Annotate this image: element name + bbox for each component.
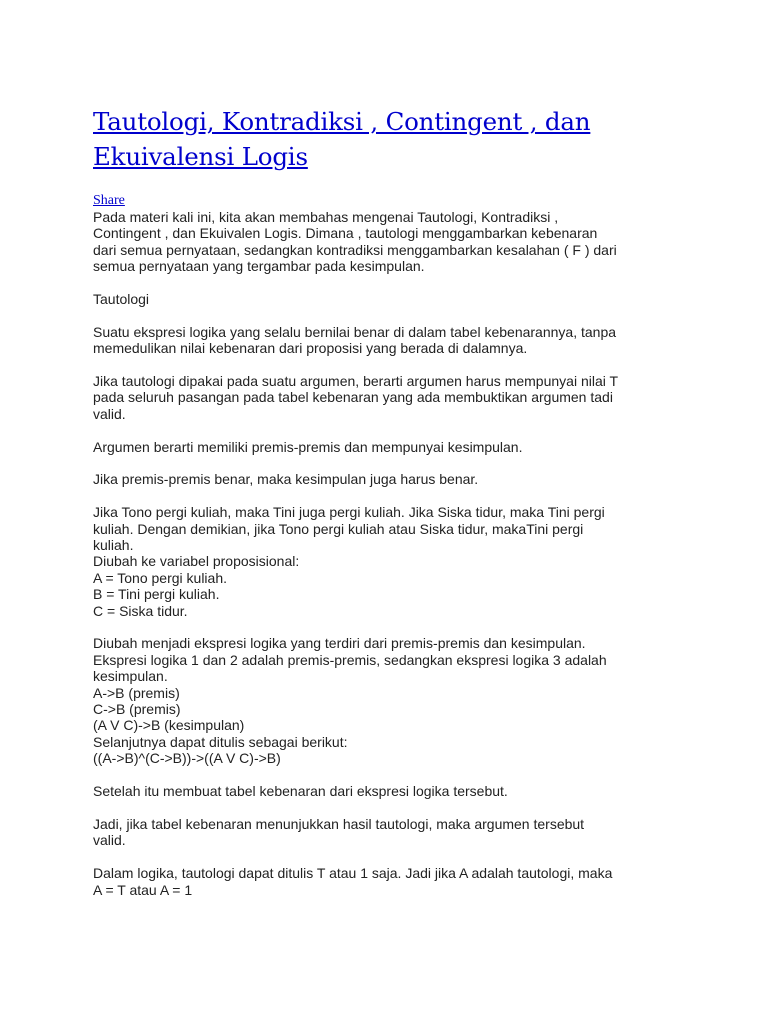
document-page — [93, 104, 693, 898]
body-line: Contingent , dan Ekuivalen Logis. Dimana , tautologi menggambarkan kebenaran — [93, 225, 598, 242]
body-line: kuliah. Dengan demikian, jika Tono pergi kuliah atau Siska tidur, makaTini pergi — [93, 520, 584, 537]
body-line: Setelah itu membuat tabel kebenaran dari ekspresi logika tersebut. — [93, 783, 508, 800]
body-line: valid. — [93, 405, 126, 422]
article-body — [93, 209, 683, 898]
body-line: Diubah menjadi ekspresi logika yang terdiri dari premis-premis dan kesimpulan. — [93, 635, 586, 652]
body-line: Argumen berarti memiliki premis-premis dan mempunyai kesimpulan. — [93, 438, 523, 455]
body-line: Tautologi — [93, 291, 150, 308]
body-line: C->B (premis) — [93, 701, 181, 718]
paragraph-gap — [93, 357, 683, 373]
body-line: A->B (premis) — [93, 684, 180, 701]
paragraph-gap — [93, 619, 683, 635]
body-line: Ekspresi logika 1 dan 2 adalah premis-premis, sedangkan ekspresi logika 3 adalah — [93, 651, 607, 668]
article-title-line-2[interactable]: Ekuivalensi Logis — [93, 142, 308, 171]
body-line: Dalam logika, tautologi dapat ditulis T atau 1 saja. Jadi jika A adalah tautologi, maka — [93, 865, 613, 882]
paragraph-gap — [93, 307, 683, 323]
paragraph-gap — [93, 800, 683, 816]
body-line: Suatu ekspresi logika yang selalu bernilai benar di dalam tabel kebenarannya, tanpa — [93, 323, 617, 340]
body-line: semua pernyataan yang tergambar pada kesimpulan. — [93, 258, 425, 275]
body-line: kesimpulan. — [93, 668, 168, 685]
article-title[interactable] — [93, 104, 693, 174]
body-line: pada seluruh pasangan pada tabel kebenaran yang ada membuktikan argumen tadi — [93, 389, 613, 406]
body-line: Pada materi kali ini, kita akan membahas mengenai Tautologi, Kontradiksi , — [93, 209, 559, 225]
body-line: B = Tini pergi kuliah. — [93, 586, 220, 603]
body-line: A = T atau A = 1 — [93, 881, 193, 898]
body-line: dari semua pernyataan, sedangkan kontradiksi menggambarkan kesalahan ( F ) dari — [93, 241, 617, 258]
paragraph-gap — [93, 488, 683, 504]
body-line: Jika premis-premis benar, maka kesimpulan juga harus benar. — [93, 471, 479, 488]
paragraph-gap — [93, 275, 683, 291]
body-line: Jika tautologi dipakai pada suatu argumen, berarti argumen harus mempunyai nilai T — [93, 373, 619, 390]
body-line: Selanjutnya dapat ditulis sebagai berikut: — [93, 733, 348, 750]
body-line: (A V C)->B (kesimpulan) — [93, 717, 245, 734]
paragraph-gap — [93, 422, 683, 438]
body-line: Jika Tono pergi kuliah, maka Tini juga pergi kuliah. Jika Siska tidur, maka Tini pergi — [93, 504, 605, 521]
article-title-line-1[interactable]: Tautologi, Kontradiksi , Contingent , dan — [93, 107, 591, 136]
share-link[interactable]: Share — [93, 193, 125, 208]
body-line: valid. — [93, 832, 126, 849]
body-line: C = Siska tidur. — [93, 602, 188, 619]
paragraph-gap — [93, 455, 683, 471]
body-line: Diubah ke variabel proposisional: — [93, 553, 300, 570]
body-line: kuliah. — [93, 537, 134, 554]
paragraph-gap — [93, 849, 683, 865]
body-line: Jadi, jika tabel kebenaran menunjukkan hasil tautologi, maka argumen tersebut — [93, 815, 585, 832]
paragraph-gap — [93, 767, 683, 783]
body-line: A = Tono pergi kuliah. — [93, 569, 228, 586]
body-line: memedulikan nilai kebenaran dari proposisi yang berada di dalamnya. — [93, 340, 528, 357]
body-line: ((A->B)^(C->B))->((A V C)->B) — [93, 750, 281, 767]
